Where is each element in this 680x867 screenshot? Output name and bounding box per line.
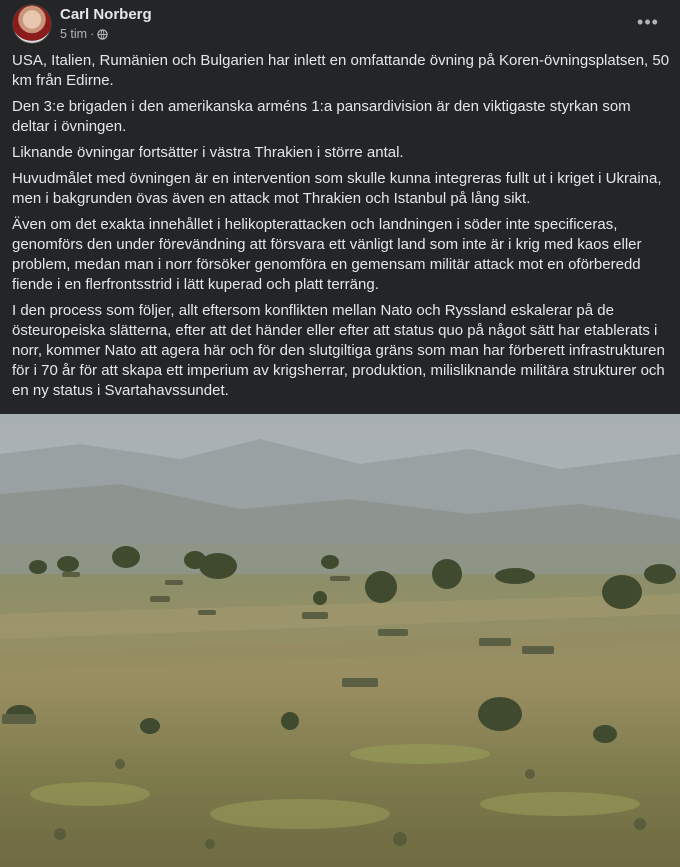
- post-photo[interactable]: [0, 414, 680, 867]
- more-horizontal-icon: •••: [637, 11, 659, 32]
- post-header: [12, 4, 152, 44]
- paragraph-2: Den 3:e brigaden i den amerikanska arméns 1:a pansardivision är den viktigaste styrkan som deltar i övningen.: [12, 98, 631, 135]
- post-meta: [60, 6, 152, 42]
- paragraph-5: Även om det exakta innehållet i helikopterattacken och landningen i söder inte specificeras, genomförs den under förevändning att försvara ett vänligt land som inte är i krig med kaos eller problem, medan man i norr försöker genomföra en gemensam militär attack mot en oförberedd fiende i en flerfrontsstrid i lätt kuperad och platt terräng.: [12, 216, 642, 293]
- paragraph-6: I den process som följer, allt eftersom konflikten mellan Nato och Ryssland eskalerar på de östeuropeiska slätterna, efter att det händer eller efter att status quo på något sätt har etablerats i norr, kommer Nato att agera här och för den slutgiltiga gräns som man har förberett infrastrukturen för i 70 år för att skapa ett imperium av krigsherrar, produktion, milisliknande militära strukturer och en ny status i Svartahavssundet.: [12, 302, 665, 399]
- paragraph-3: Liknande övningar fortsätter i västra Thrakien i större antal.: [12, 144, 404, 161]
- more-options-button[interactable]: [634, 12, 662, 32]
- separator-dot: ·: [90, 27, 95, 41]
- post-body: [12, 51, 672, 407]
- paragraph-4: Huvudmålet med övningen är en intervention som skulle kunna integreras fullt ut i kriget i Ukraina, men i bakgrunden övas även en attack mot Thrakien och Istanbul på lång sikt.: [12, 170, 662, 207]
- avatar[interactable]: [12, 4, 52, 44]
- globe-icon: [97, 29, 108, 40]
- author-name[interactable]: Carl Norberg: [60, 6, 152, 23]
- post-time[interactable]: 5 tim: [60, 27, 88, 41]
- paragraph-1: USA, Italien, Rumänien och Bulgarien har inlett en omfattande övning på Koren-övningsplatsen, 50 km från Edirne.: [12, 52, 670, 89]
- time-row: [60, 26, 152, 42]
